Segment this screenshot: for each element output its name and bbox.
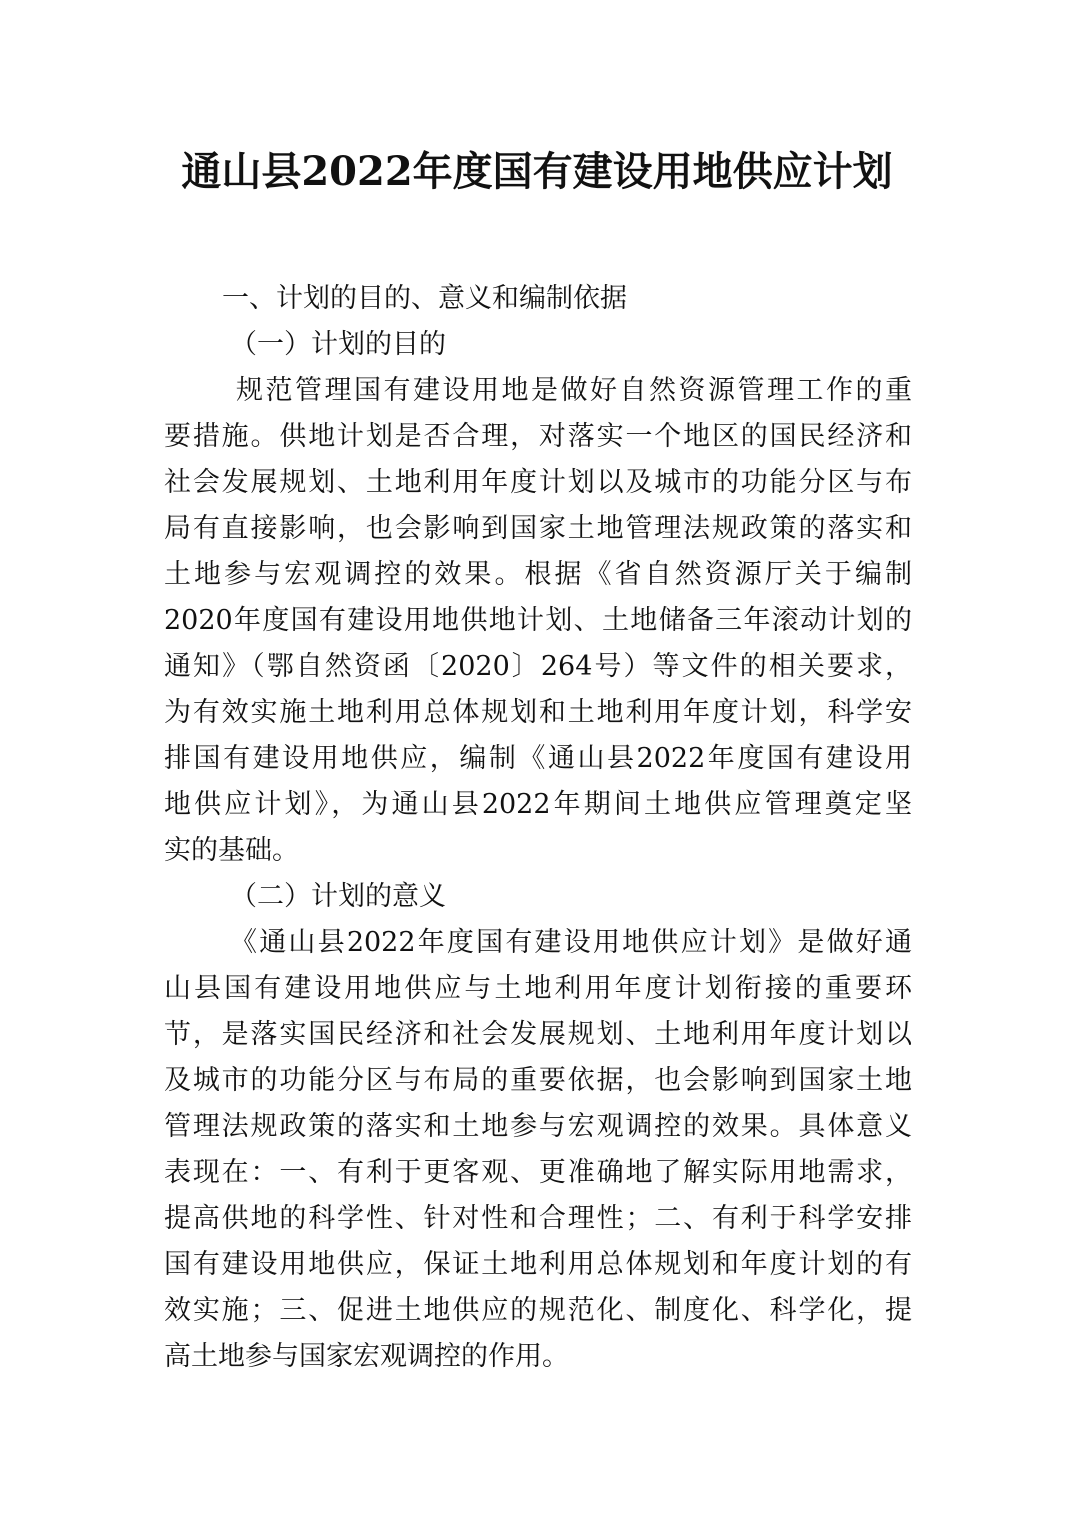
paragraph-line: 高土地参与国家宏观调控的作用。 <box>164 1341 569 1372</box>
document-title: 通山县2022年度国有建设用地供应计划 <box>181 148 893 195</box>
paragraph-purpose <box>164 368 912 874</box>
paragraph-line: 山县国有建设用地供应与土地利用年度计划衔接的重要环 <box>164 973 912 1004</box>
paragraph-line: 节，是落实国民经济和社会发展规划、土地利用年度计划以 <box>164 1019 912 1050</box>
paragraph-line: 管理法规政策的落实和土地参与宏观调控的效果。具体意义 <box>164 1111 912 1142</box>
paragraph-line: 实的基础。 <box>164 835 299 866</box>
paragraph-line: 2020年度国有建设用地供地计划、土地储备三年滚动计划的 <box>164 605 912 636</box>
paragraph-line: 通知》（鄂自然资函〔2020〕264号）等文件的相关要求， <box>164 651 912 682</box>
paragraph-line: 表现在：一、有利于更客观、更准确地了解实际用地需求， <box>164 1157 912 1188</box>
paragraph-line: 社会发展规划、土地利用年度计划以及城市的功能分区与布 <box>164 467 912 498</box>
paragraph-line: 局有直接影响，也会影响到国家土地管理法规政策的落实和 <box>164 513 912 544</box>
paragraph-line: 排国有建设用地供应，编制《通山县2022年度国有建设用 <box>164 743 912 774</box>
paragraph-line: 要措施。供地计划是否合理，对落实一个地区的国民经济和 <box>164 421 912 452</box>
paragraph-line: 为有效实施土地利用总体规划和土地利用年度计划，科学安 <box>164 697 912 728</box>
paragraph-line: 土地参与宏观调控的效果。根据《省自然资源厅关于编制 <box>164 559 912 590</box>
section-heading: 一、计划的目的、意义和编制依据 <box>222 283 627 314</box>
paragraph-line: 效实施；三、促进土地供应的规范化、制度化、科学化，提 <box>164 1295 912 1326</box>
paragraph-line: 规范管理国有建设用地是做好自然资源管理工作的重 <box>236 375 912 406</box>
subsection-heading-significance: （二）计划的意义 <box>230 881 446 912</box>
paragraph-line: 及城市的功能分区与布局的重要依据，也会影响到国家土地 <box>164 1065 912 1096</box>
subsection-heading-purpose: （一）计划的目的 <box>230 329 446 360</box>
paragraph-line: 国有建设用地供应，保证土地利用总体规划和年度计划的有 <box>164 1249 912 1280</box>
document-body <box>164 276 912 1380</box>
paragraph-line: 地供应计划》，为通山县2022年期间土地供应管理奠定坚 <box>164 789 912 820</box>
paragraph-line: 提高供地的科学性、针对性和合理性；二、有利于科学安排 <box>164 1203 912 1234</box>
paragraph-significance <box>164 920 912 1380</box>
paragraph-line: 《通山县2022年度国有建设用地供应计划》是做好通 <box>230 927 912 958</box>
